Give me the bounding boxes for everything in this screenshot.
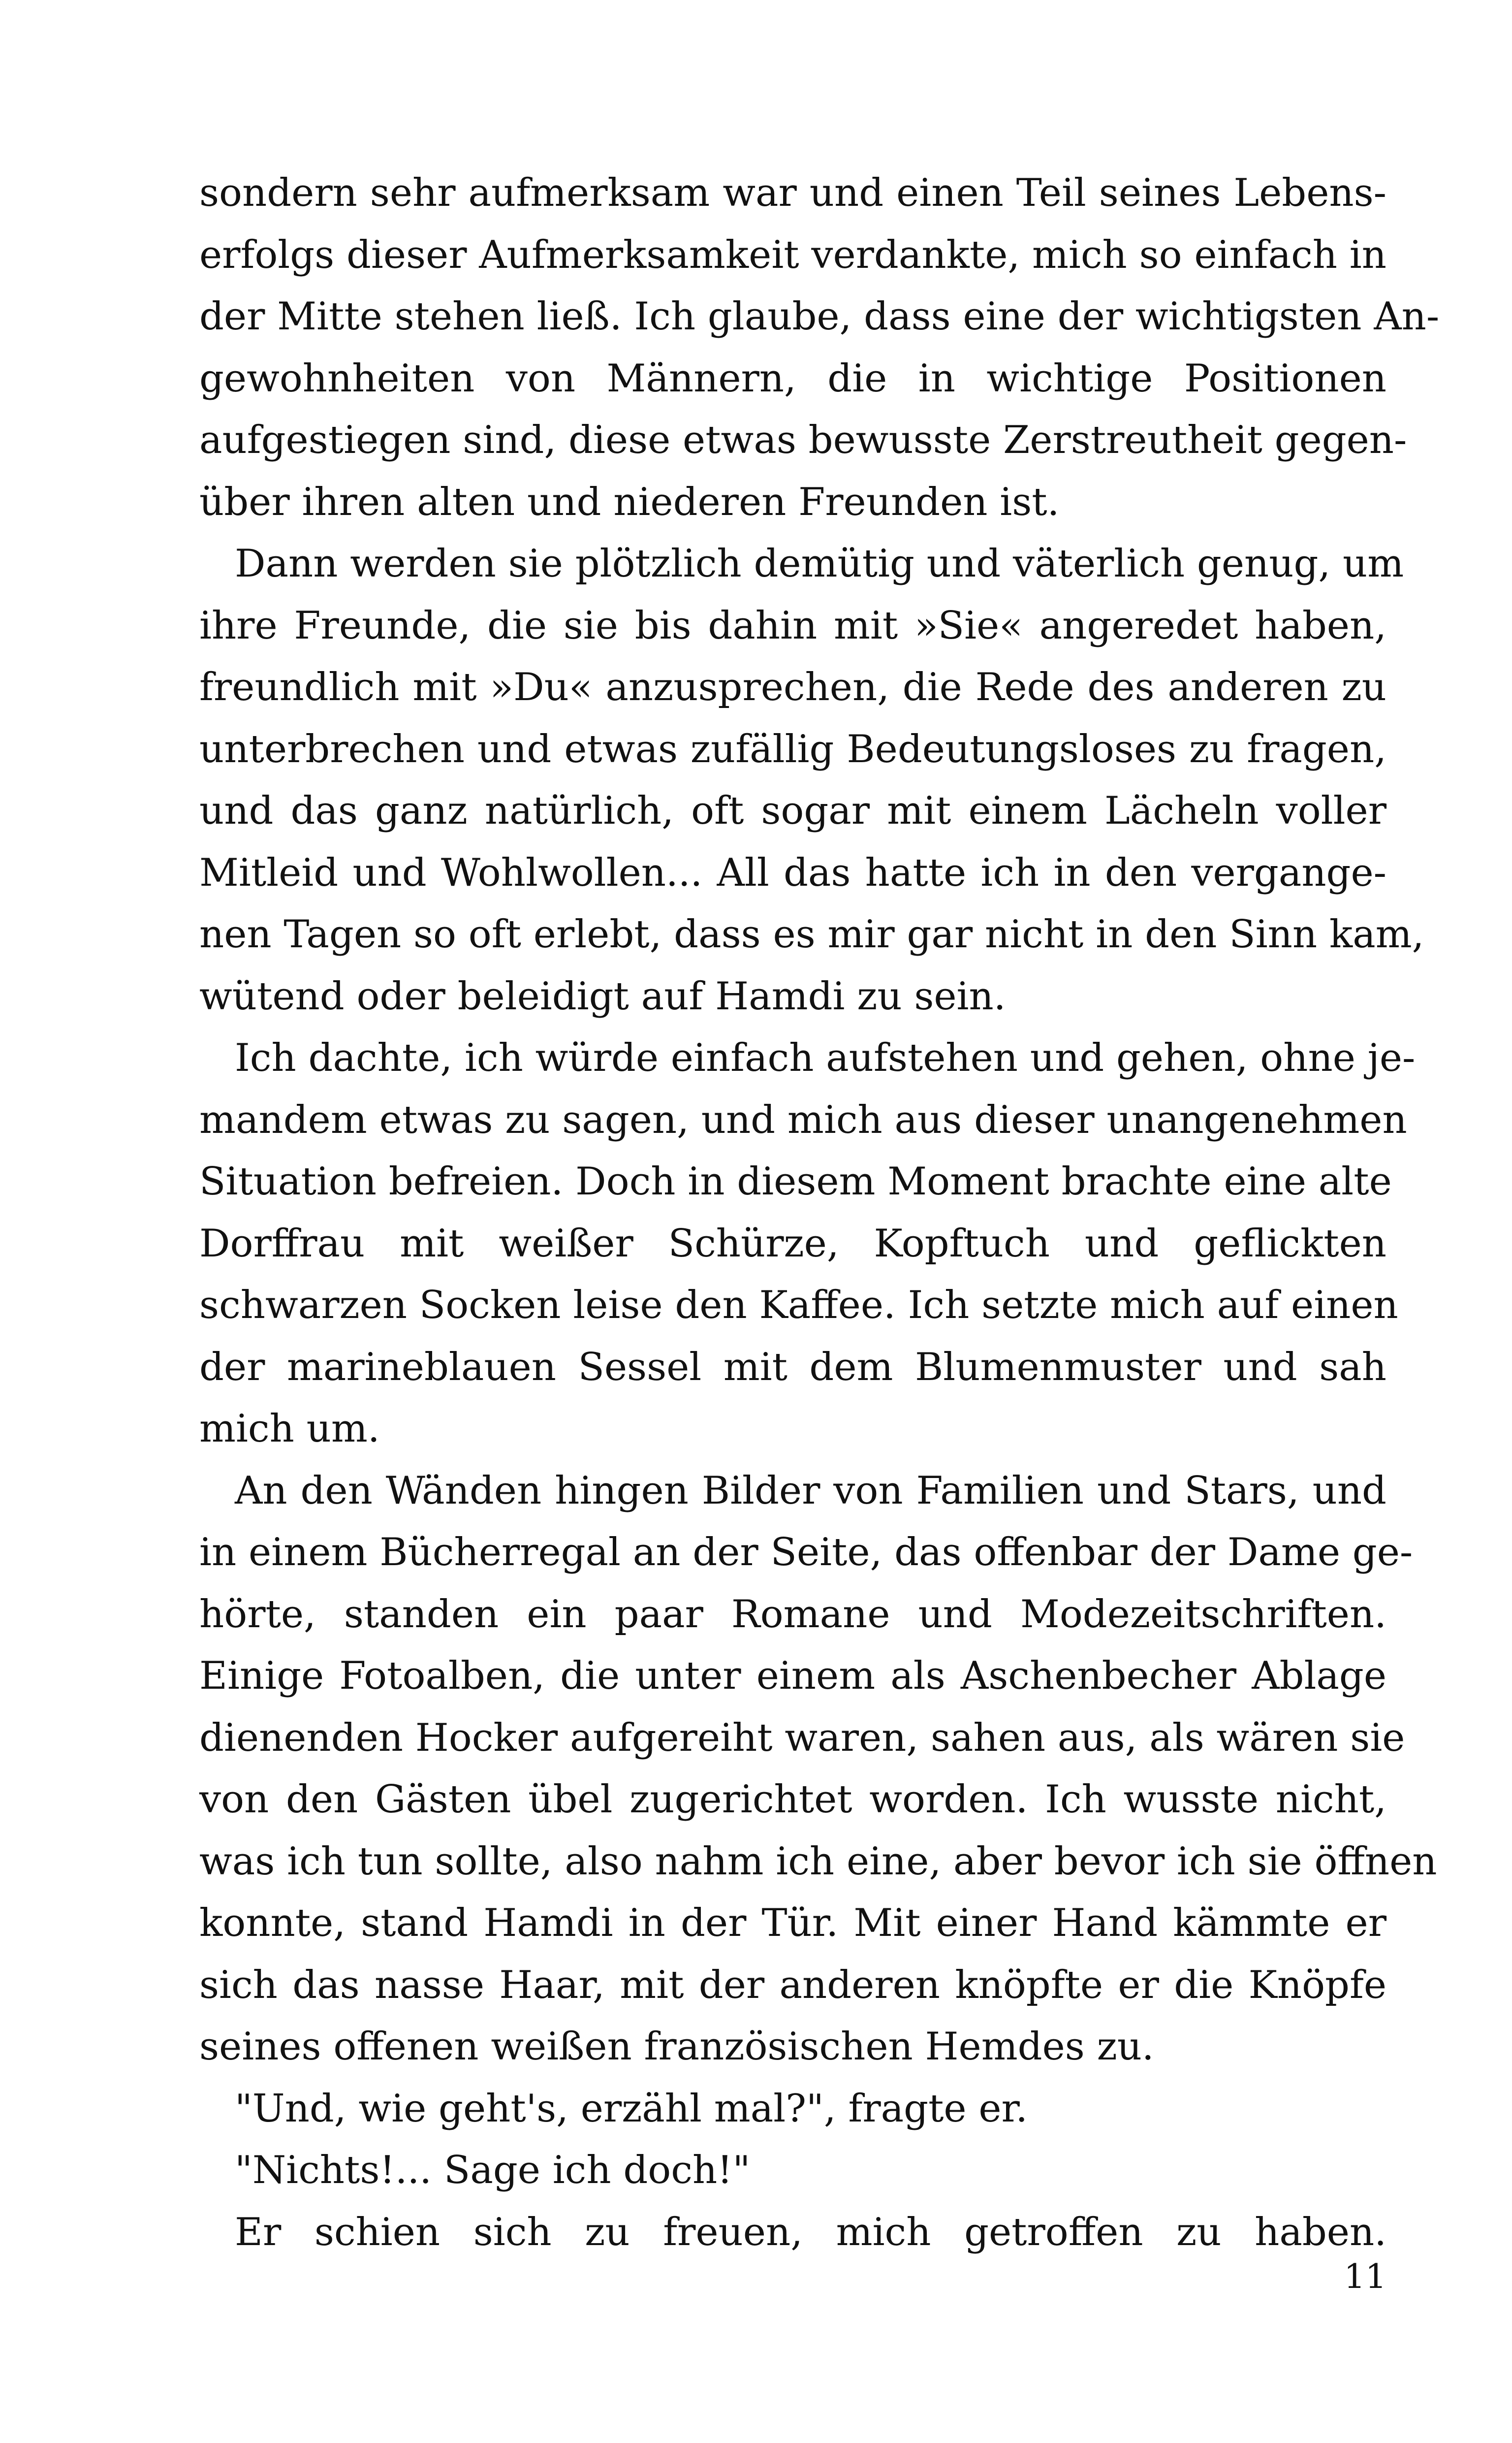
text-line: freundlich mit »Du« anzusprechen, die Rede des anderen zu [199,665,1386,709]
text-line: schwarzen Socken leise den Kaffee. Ich setzte mich auf einen [199,1283,1398,1327]
text-line: sich das nasse Haar, mit der anderen knöpfte er die Knöpfe [199,1962,1386,2007]
text-line: hörte, standen ein paar Romane und Modezeitschriften. [199,1592,1386,1637]
text-line: in einem Bücherregal an der Seite, das offenbar der Dame ge- [199,1530,1413,1575]
text-line: unterbrechen und etwas zufällig Bedeutungsloses zu fragen, [199,727,1386,771]
text-line: Situation befreien. Doch in diesem Moment brachte eine alte [199,1159,1392,1204]
text-line: seines offenen weißen französischen Hemdes zu. [199,2025,1154,2069]
text-line: Mitleid und Wohlwollen... All das hatte ich in den vergange- [199,850,1386,895]
text-line: dienenden Hocker aufgereiht waren, sahen aus, als wären sie [199,1715,1405,1760]
text-line: über ihren alten und niederen Freunden ist. [199,480,1060,524]
page-number: 11 [1344,2257,1386,2296]
text-line: mandem etwas zu sagen, und mich aus dieser unangenehmen [199,1097,1407,1142]
text-line: Dorffrau mit weißer Schürze, Kopftuch und geflickten [199,1221,1386,1266]
paragraph-first-line: Ich dachte, ich würde einfach aufstehen und gehen, ohne je- [235,1036,1416,1080]
paragraph-first-line: Er schien sich zu freuen, mich getroffen zu haben. [235,2210,1386,2254]
text-line: und das ganz natürlich, oft sogar mit einem Lächeln voller [199,789,1386,833]
body-text [199,162,1440,2263]
text-line: mich um. [199,1407,380,1451]
text-line: aufgestiegen sind, diese etwas bewusste Zerstreutheit gegen- [199,418,1407,462]
text-line: nen Tagen so oft erlebt, dass es mir gar nicht in den Sinn kam, [199,912,1424,957]
text-line: Einige Fotoalben, die unter einem als Aschenbecher Ablage [199,1654,1386,1698]
paragraph-first-line: An den Wänden hingen Bilder von Familien und Stars, und [235,1468,1386,1513]
text-line: gewohnheiten von Männern, die in wichtige Positionen [199,356,1386,401]
text-line: ihre Freunde, die sie bis dahin mit »Sie« angeredet haben, [199,603,1386,648]
text-line: der Mitte stehen ließ. Ich glaube, dass eine der wichtigsten An- [199,294,1440,339]
text-line: wütend oder beleidigt auf Hamdi zu sein. [199,974,1006,1019]
text-line: was ich tun sollte, also nahm ich eine, aber bevor ich sie öffnen [199,1839,1437,1884]
paragraph-first-line: Dann werden sie plötzlich demütig und väterlich genug, um [235,542,1404,586]
text-line: von den Gästen übel zugerichtet worden. Ich wusste nicht, [199,1777,1386,1822]
text-line: erfolgs dieser Aufmerksamkeit verdankte, mich so einfach in [199,232,1386,277]
text-line: der marineblauen Sessel mit dem Blumenmuster und sah [199,1345,1386,1389]
dialogue-line: "Nichts!... Sage ich doch!" [235,2148,751,2192]
text-line: sondern sehr aufmerksam war und einen Teil seines Lebens- [199,171,1386,215]
text-line: konnte, stand Hamdi in der Tür. Mit einer Hand kämmte er [199,1901,1386,1945]
dialogue-line: "Und, wie geht's, erzähl mal?", fragte er. [235,2086,1028,2131]
